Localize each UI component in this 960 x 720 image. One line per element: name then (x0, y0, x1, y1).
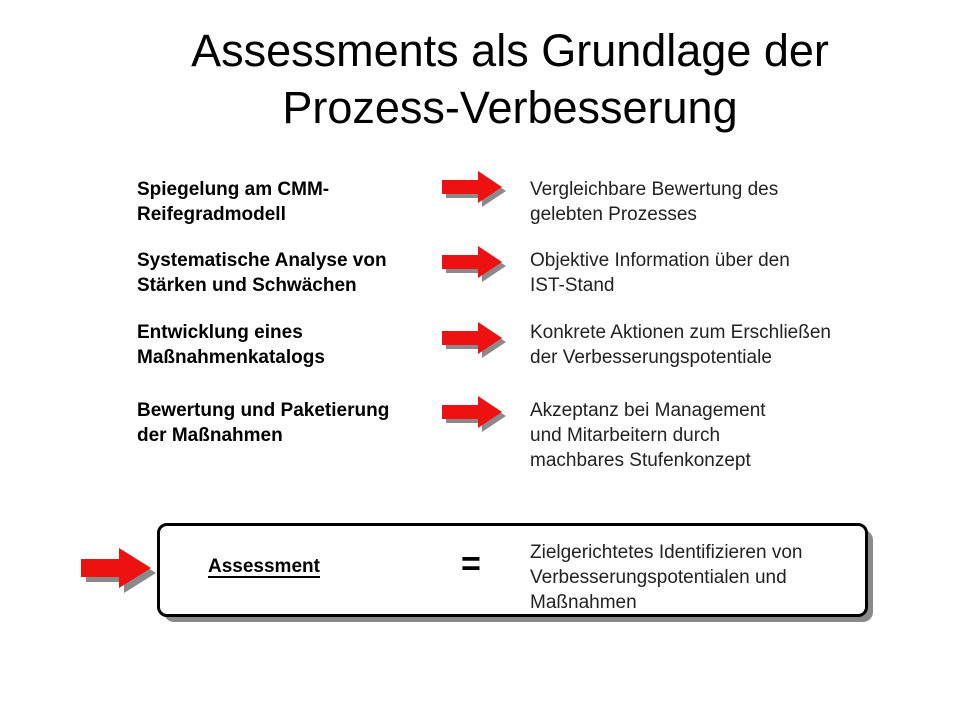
activity-label (137, 320, 437, 370)
activity-label (137, 177, 437, 227)
activity-line: Bewertung und Paketierung (137, 400, 390, 421)
right-arrow-icon (440, 169, 510, 209)
result-line: IST-Stand (530, 275, 615, 296)
result-line: machbares Stufenkonzept (530, 450, 751, 471)
equals-sign: = (461, 545, 481, 583)
assessment-term: Assessment (208, 556, 320, 577)
activity-line: Reifegradmodell (137, 204, 286, 225)
assessment-definition (530, 540, 860, 615)
result-label (530, 177, 890, 227)
right-arrow-icon (440, 394, 510, 434)
title-line-2: Prozess-Verbesserung (282, 82, 738, 133)
result-line: gelebten Prozesses (530, 204, 697, 225)
slide-title (0, 22, 960, 136)
result-label (530, 398, 890, 473)
activity-label (137, 398, 437, 448)
right-arrow-icon (440, 244, 510, 284)
activity-line: der Maßnahmen (137, 425, 283, 446)
activity-line: Stärken und Schwächen (137, 275, 357, 296)
result-line: Objektive Information über den (530, 250, 790, 271)
definition-line: Verbesserungspotentialen und (530, 567, 787, 588)
result-line: Konkrete Aktionen zum Erschließen (530, 322, 831, 343)
result-line: und Mitarbeitern durch (530, 425, 721, 446)
result-line: Akzeptanz bei Management (530, 400, 766, 421)
definition-line: Maßnahmen (530, 592, 637, 613)
summary-arrow-icon (78, 544, 160, 596)
activity-line: Entwicklung eines (137, 322, 303, 343)
result-line: Vergleichbare Bewertung des (530, 179, 779, 200)
result-line: der Verbesserungspotentiale (530, 347, 772, 368)
activity-line: Spiegelung am CMM- (137, 179, 330, 200)
result-label (530, 248, 890, 298)
definition-line: Zielgerichtetes Identifizieren von (530, 542, 803, 563)
activity-label (137, 248, 437, 298)
mapping-row-4 (0, 398, 960, 488)
activity-line: Systematische Analyse von (137, 250, 387, 271)
title-line-1: Assessments als Grundlage der (191, 25, 829, 76)
right-arrow-icon (440, 320, 510, 360)
result-label (530, 320, 890, 370)
activity-line: Maßnahmenkatalogs (137, 347, 325, 368)
